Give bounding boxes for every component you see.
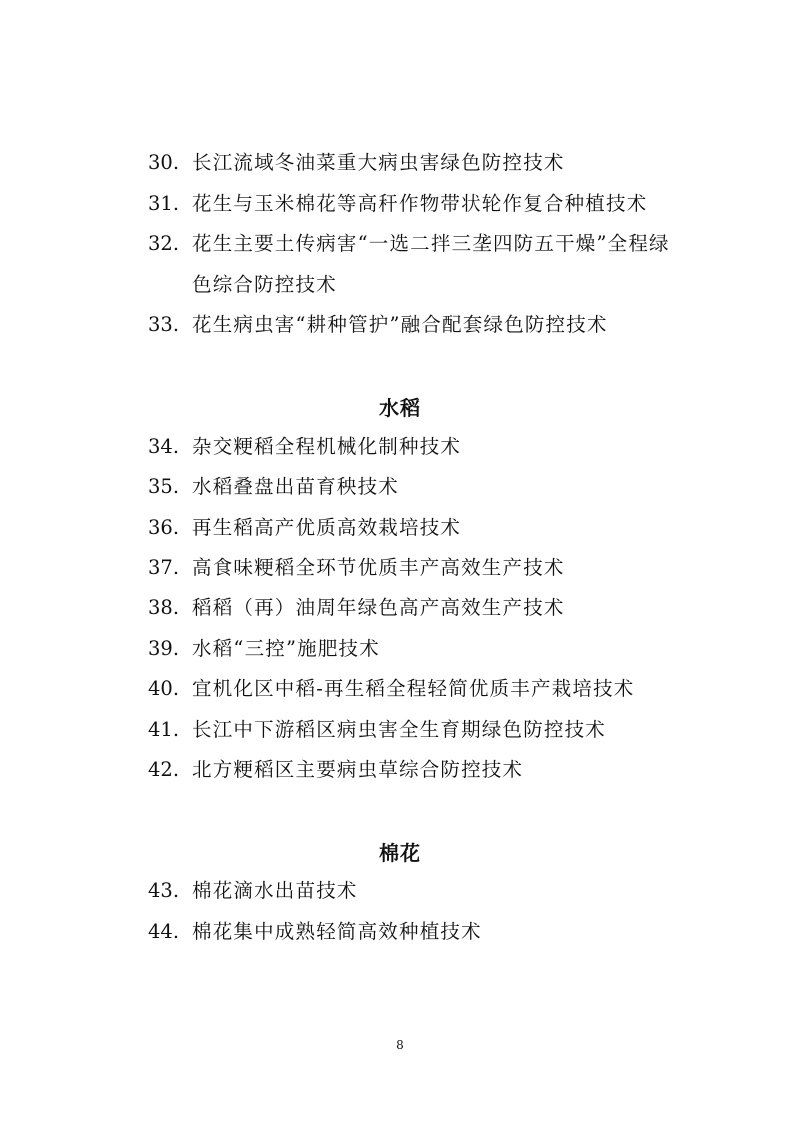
item-text: 水稻叠盘出苗育秧技术 xyxy=(192,475,400,498)
item-text: 棉花集中成熟轻简高效种植技术 xyxy=(192,920,482,943)
item-number: 40. xyxy=(148,677,180,700)
item-text: 再生稻高产优质高效栽培技术 xyxy=(192,516,462,539)
item-text: 长江流域冬油菜重大病虫害绿色防控技术 xyxy=(192,151,565,174)
item-number: 38. xyxy=(148,596,180,619)
item-text: 长江中下游稻区病虫害全生育期绿色防控技术 xyxy=(192,718,607,741)
item-number: 31. xyxy=(148,192,180,215)
list-item-42 xyxy=(148,750,728,790)
list-item-34 xyxy=(148,427,728,467)
item-number: 33. xyxy=(148,313,180,336)
item-text: 高食味粳稻全环节优质丰产高效生产技术 xyxy=(192,556,565,579)
list-item-32-continuation: 色综合防控技术 xyxy=(192,273,337,296)
item-text: 花生病虫害“耕种管护”融合配套绿色防控技术 xyxy=(192,313,608,336)
item-number: 32. xyxy=(148,232,180,255)
list-item-30 xyxy=(148,143,728,183)
item-number: 43. xyxy=(148,879,180,902)
list-item-39 xyxy=(148,629,728,669)
list-item-44 xyxy=(148,912,728,952)
list-item-33 xyxy=(148,305,728,345)
item-number: 30. xyxy=(148,151,180,174)
item-text: 杂交粳稻全程机械化制种技术 xyxy=(192,435,462,458)
list-item-38 xyxy=(148,588,728,628)
item-text: 稻稻（再）油周年绿色高产高效生产技术 xyxy=(192,596,565,619)
list-item-41 xyxy=(148,710,728,750)
page-number: 8 xyxy=(396,1038,404,1052)
list-item-32 xyxy=(148,224,728,264)
item-text: 花生与玉米棉花等高秆作物带状轮作复合种植技术 xyxy=(192,192,648,215)
list-item-40 xyxy=(148,669,728,709)
item-text: 花生主要土传病害“一选二拌三垄四防五干燥”全程绿 xyxy=(192,232,670,255)
list-item-36 xyxy=(148,508,728,548)
section-heading-rice: 水稻 xyxy=(379,396,421,420)
item-text: 棉花滴水出苗技术 xyxy=(192,879,358,902)
item-text: 水稻“三控”施肥技术 xyxy=(192,637,380,660)
section-heading-cotton: 棉花 xyxy=(379,841,421,865)
item-number: 41. xyxy=(148,718,180,741)
list-item-37 xyxy=(148,548,728,588)
list-item-35 xyxy=(148,467,728,507)
item-number: 36. xyxy=(148,516,180,539)
item-number: 34. xyxy=(148,435,180,458)
item-number: 37. xyxy=(148,556,180,579)
item-number: 39. xyxy=(148,637,180,660)
item-number: 44. xyxy=(148,920,180,943)
item-number: 35. xyxy=(148,475,180,498)
item-number: 42. xyxy=(148,758,180,781)
item-text: 宜机化区中稻-再生稻全程轻简优质丰产栽培技术 xyxy=(192,677,635,700)
item-text: 北方粳稻区主要病虫草综合防控技术 xyxy=(192,758,524,781)
list-item-31 xyxy=(148,184,728,224)
list-item-43 xyxy=(148,871,728,911)
